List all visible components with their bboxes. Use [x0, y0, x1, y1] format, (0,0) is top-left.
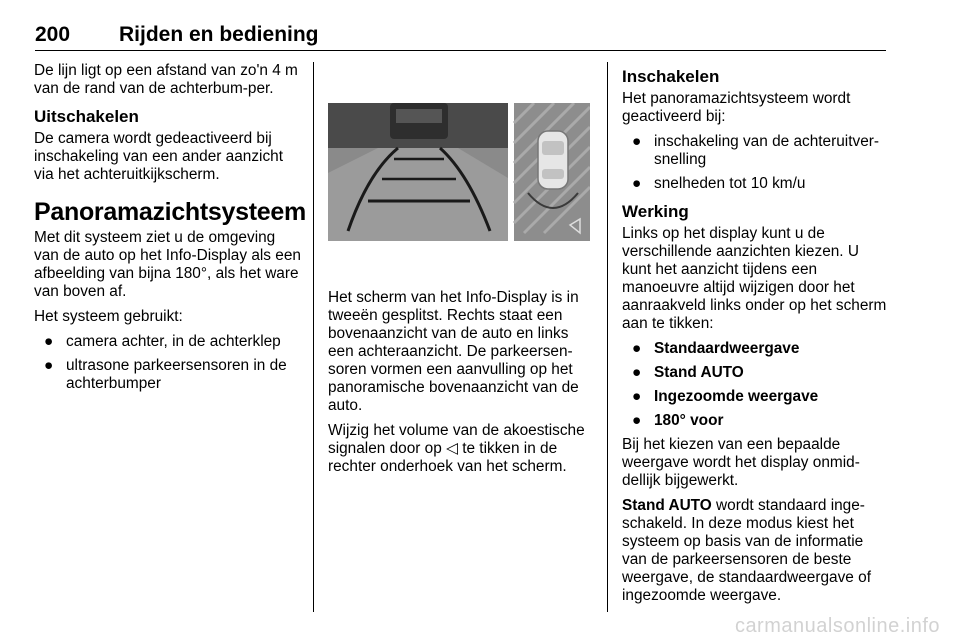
volume-paragraph: Wijzig het volume van de akoestische signalen door op ◁ te tikken in de rechter onderhoek van het scherm. — [328, 422, 585, 475]
inschakelen-paragraph: Het panoramazichtsysteem wordt geactiveerd bij: — [622, 90, 851, 125]
after-select-paragraph: Bij het kiezen van een bepaalde weergave wordt het display onmid-dellijk bijgewerkt. — [622, 436, 860, 489]
panorama-paragraph: Met dit systeem ziet u de omgeving van de auto op het Info-Display als een afbeelding van bijna 180°, als het ware van boven af. — [34, 229, 301, 300]
auto-paragraph — [622, 497, 888, 605]
bullet-icon: ● — [632, 340, 642, 357]
display-paragraph: Het scherm van het Info-Display is in tweeën gesplitst. Rechts staat een bovenaanzicht van de auto en links een achteraanzicht. De parkeersen-soren vormen een aanvulling op het panoramische bovenaanzicht van de auto. — [328, 289, 579, 414]
uitschakelen-paragraph: De camera wordt gedeactiveerd bij inschakeling van een ander aanzicht via het achteruitkijkscherm. — [34, 130, 283, 183]
bullet-icon: ● — [632, 412, 642, 429]
list-item: ● snelheden tot 10 km/u — [632, 175, 806, 192]
chapter-title: Rijden en bediening — [119, 23, 319, 46]
list-item: ● inschakeling van de achteruitver-snelling — [632, 133, 879, 168]
uses-intro: Het systeem gebruikt: — [34, 308, 183, 325]
intro-paragraph: De lijn ligt op een afstand van zo'n 4 m van de rand van de achterbum-per. — [34, 62, 298, 97]
page-number: 200 — [35, 23, 71, 46]
bullet-icon: ● — [632, 133, 642, 150]
uses-list — [34, 333, 302, 393]
werking-paragraph: Links op het display kunt u de verschillende aanzichten kiezen. U kunt het aanzicht tijdens een manoeuvre altijd wijzigen door het aanraakveld links onder op het scherm aan te tikken: — [622, 225, 887, 332]
uitschakelen-heading: Uitschakelen — [34, 107, 139, 126]
column-left — [34, 62, 306, 399]
bullet-icon: ● — [44, 357, 54, 374]
list-item: ● ultrasone parkeersensoren in de achterbumper — [44, 357, 287, 392]
bullet-icon: ● — [632, 175, 642, 192]
bullet-icon: ● — [632, 364, 642, 381]
list-item: ● camera achter, in de achterklep — [44, 333, 281, 350]
views-list — [622, 340, 888, 430]
column-right — [622, 62, 888, 612]
split-screen-image — [328, 103, 590, 241]
column-middle — [328, 62, 592, 483]
bullet-icon: ● — [632, 388, 642, 405]
auto-term: Stand AUTO — [622, 497, 712, 514]
inschakelen-heading: Inschakelen — [622, 67, 720, 86]
activation-list — [622, 133, 888, 193]
column-divider-left — [313, 62, 314, 612]
column-divider-right — [607, 62, 608, 612]
panorama-heading: Panoramazichtsysteem — [34, 198, 306, 226]
page-header — [35, 22, 886, 51]
auto-text: wordt standaard inge-schakeld. In deze modus kiest het systeem op basis van de informatie van de parkeersensoren de beste weergave, de standaardweergave of ingezoomde weergave. — [622, 497, 871, 604]
bullet-icon: ● — [44, 333, 54, 350]
list-item: ● 180° voor — [632, 412, 724, 429]
watermark: carmanualsonline.info — [734, 615, 940, 637]
werking-heading: Werking — [622, 202, 689, 221]
list-item: ● Stand AUTO — [632, 364, 744, 381]
camera-display-illustration — [328, 103, 590, 241]
list-item: ● Standaardweergave — [632, 340, 800, 357]
list-item: ● Ingezoomde weergave — [632, 388, 819, 405]
